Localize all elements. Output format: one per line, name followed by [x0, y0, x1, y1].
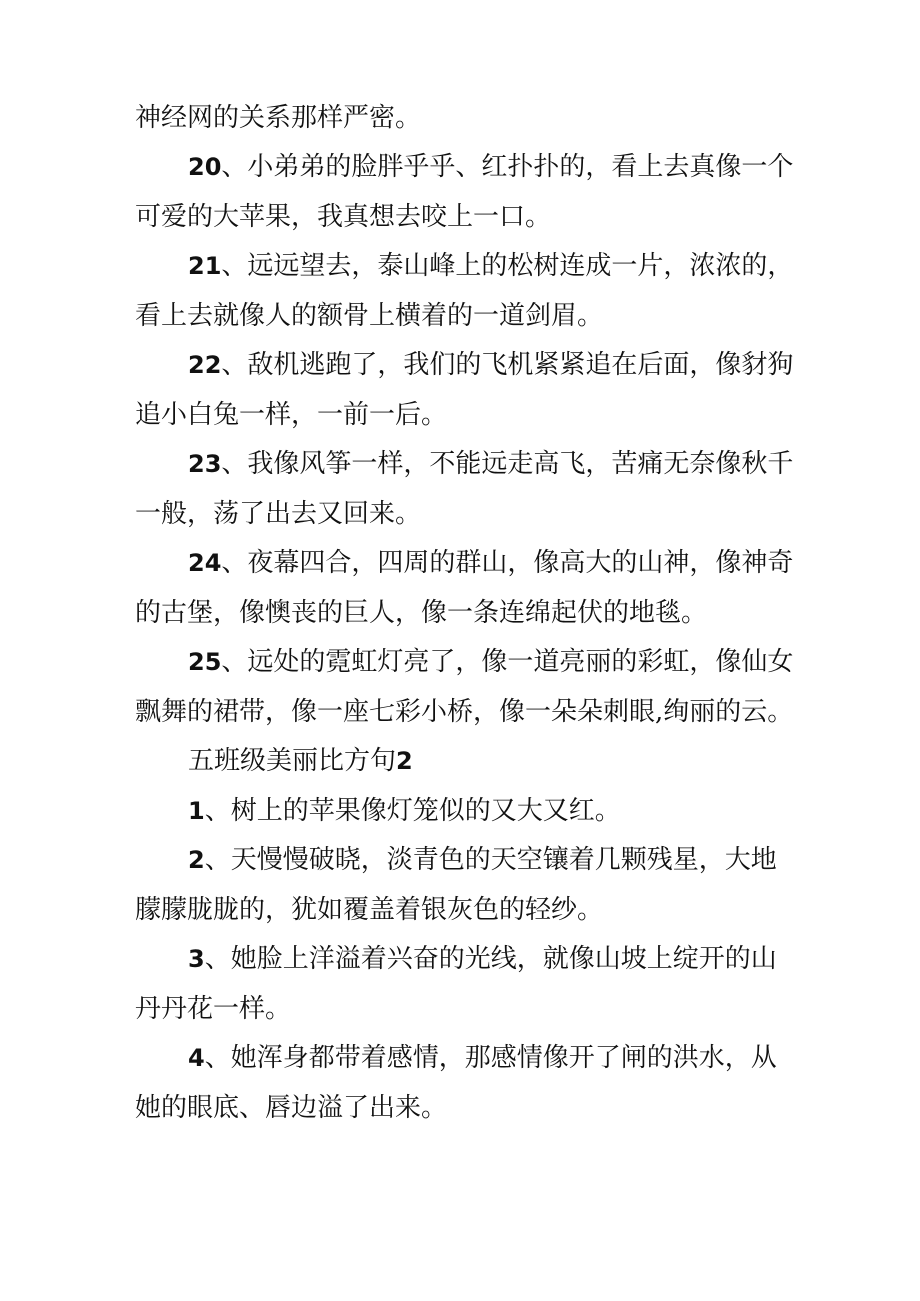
numbered-sentence-line: [188, 642, 920, 682]
numbered-sentence-line: [188, 444, 920, 484]
line-text: 可爱的大苹果，我真想去咬上一口。: [135, 202, 552, 232]
sentence-number: 20: [188, 153, 222, 181]
continuation-line: [135, 296, 920, 336]
continuation-line: [135, 692, 920, 732]
line-text: 神经网的关系那样严密。: [135, 103, 422, 133]
sentence-number: 22: [188, 351, 222, 379]
line-text: 、小弟弟的脸胖乎乎、红扑扑的，看上去真像一个: [221, 152, 794, 182]
line-text: 看上去就像人的额骨上横着的一道剑眉。: [135, 301, 604, 331]
sentence-number: 24: [188, 549, 222, 577]
line-text: 追小白兔一样，一前一后。: [135, 400, 448, 430]
numbered-sentence-line: [188, 246, 920, 286]
sentence-number: 4: [188, 1044, 205, 1072]
line-text: 的古堡，像懊丧的巨人，像一条连绵起伏的地毯。: [135, 598, 708, 628]
line-text: 、夜幕四合，四周的群山，像高大的山神，像神奇: [221, 548, 794, 578]
line-text: 、她脸上洋溢着兴奋的光线，就像山坡上绽开的山: [204, 944, 777, 974]
numbered-sentence-line: [188, 840, 920, 880]
numbered-sentence-line: [188, 939, 920, 979]
line-text: 朦朦胧胧的，犹如覆盖着银灰色的轻纱。: [135, 895, 604, 925]
sentence-number: 25: [188, 648, 222, 676]
line-text: 、树上的苹果像灯笼似的又大又红。: [204, 796, 621, 826]
continuation-line: [135, 395, 920, 435]
numbered-sentence-line: [188, 345, 920, 385]
numbered-sentence-line: [188, 1038, 920, 1078]
numbered-sentence-line: [188, 147, 920, 187]
line-text: 丹丹花一样。: [135, 994, 292, 1024]
numbered-sentence-line: [188, 543, 920, 583]
sentence-number: 1: [188, 797, 205, 825]
line-text: 、她浑身都带着感情，那感情像开了闸的洪水，从: [204, 1043, 777, 1073]
continuation-line: [135, 1088, 920, 1128]
line-text: 一般，荡了出去又回来。: [135, 499, 422, 529]
continuation-line: [135, 98, 920, 138]
line-text: 、远处的霓虹灯亮了，像一道亮丽的彩虹，像仙女: [221, 647, 794, 677]
continuation-line: [135, 989, 920, 1029]
continuation-line: [135, 890, 920, 930]
line-text: 五班级美丽比方句: [188, 746, 397, 776]
continuation-line: [135, 197, 920, 237]
line-text: 、我像风筝一样，不能远走高飞，苦痛无奈像秋千: [221, 449, 794, 479]
continuation-line: [135, 494, 920, 534]
line-text: 她的眼底、唇边溢了出来。: [135, 1093, 448, 1123]
heading-number: 2: [396, 747, 413, 775]
line-text: 、敌机逃跑了，我们的飞机紧紧追在后面，像豺狗: [221, 350, 794, 380]
line-text: 飘舞的裙带，像一座七彩小桥，像一朵朵刺眼,绚丽的云。: [135, 697, 794, 727]
sentence-number: 2: [188, 846, 205, 874]
line-text: 、远远望去，泰山峰上的松树连成一片，浓浓的，: [221, 251, 794, 281]
numbered-sentence-line: [188, 791, 920, 831]
section-heading: [188, 741, 920, 781]
sentence-number: 21: [188, 252, 222, 280]
line-text: 、天慢慢破晓，淡青色的天空镶着几颗残星，大地: [204, 845, 777, 875]
sentence-number: 3: [188, 945, 205, 973]
sentence-number: 23: [188, 450, 222, 478]
continuation-line: [135, 593, 920, 633]
